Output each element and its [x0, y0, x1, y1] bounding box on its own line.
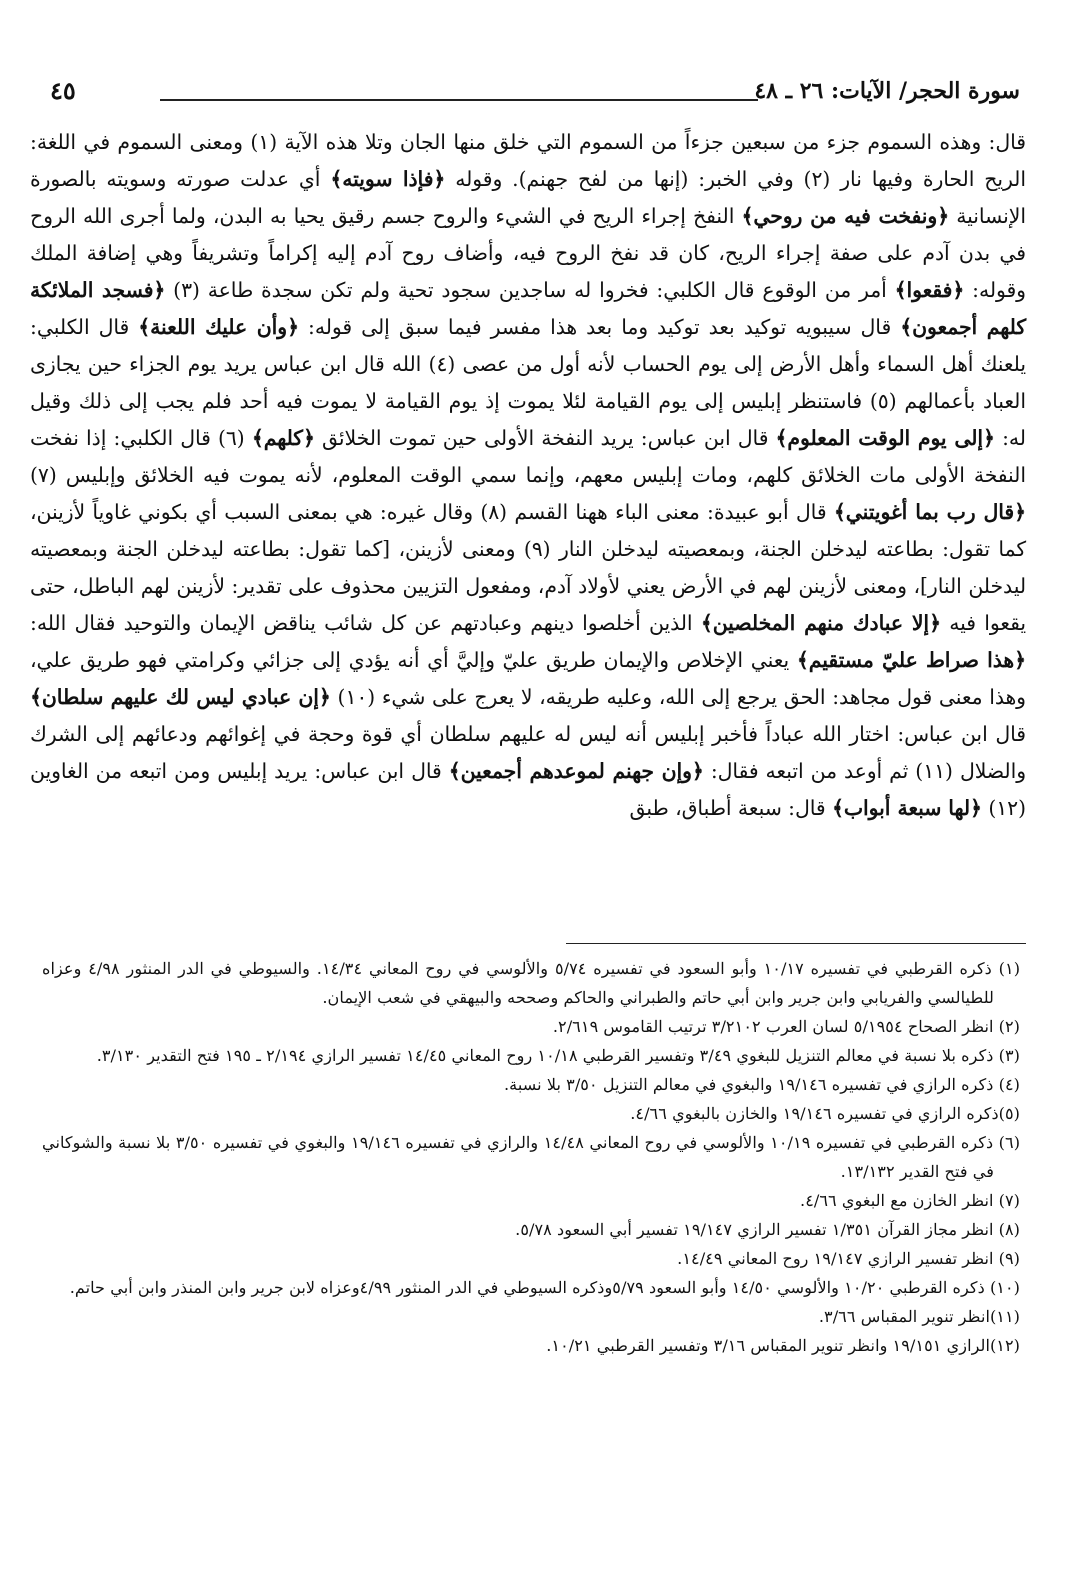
quran-quote: ﴿فإذا سويته﴾ — [330, 167, 446, 191]
surah-title: سورة الحجر/ الآيات: ٢٦ ـ ٤٨ — [754, 78, 1020, 104]
text-run: قال: سبعة أطباق، طبق — [629, 796, 826, 820]
tafsir-paragraph — [30, 124, 1026, 827]
page-number: ٤٥ — [50, 76, 76, 105]
footnote-10: (١٠) ذكره القرطبي ١٠/٢٠ والألوسي ١٤/٥٠ وأبو السعود ٥/٧٩وذكره السيوطي في الدر المنثور ٤/٩٩وعزاه لابن جرير وابن المنذر وابن أبي حاتم. — [69, 1278, 1020, 1297]
text-run: قال أبو عبيدة: معنى الباء ههنا القسم (٨) وقال غيره: هي بمعنى السبب أي بكوني غاوياً لأزينن، كما تقول: بطاعته ليدخلن الجنة، وبمعصيته ليدخلن النار (٩) ومعنى لأزينن، [كما تقول: بطاعته ليدخلن الجنة وبمعصيته ليدخلن النار]، ومعنى لأزينن لهم في الأرض يعني لأولاد آدم، ومفعول التزيين محذوف على تقدير: لأزينن لهم الباطل، حتى يقعوا فيه — [30, 500, 1026, 635]
quran-quote: ﴿وأن عليك اللعنة﴾ — [138, 315, 299, 339]
quran-quote: ﴿إلا عبادك منهم المخلصين﴾ — [700, 611, 941, 635]
text-run: (٦) قال الكلبي: إذا نفخت النفخة الأولى مات الخلائق كلهم، ومات إبليس معهم، وإنما سمي الوقت المعلوم، لأنه يموت فيه الخلائق وإبليس (٧) — [30, 426, 1026, 487]
text-run: يعني الإخلاص والإيمان طريق عليّ وإليَّ أي أنه يؤدي إلى جزائي وكرامتي فهو طريق علي، وهذا معنى قول مجاهد: الحق يرجع إلى الله، وعليه طريقه، لا يعرج على شيء (١٠) — [30, 648, 1026, 709]
text-run: قال ابن عباس: يريد إبليس ومن اتبعه من الغاوين (١٢) — [30, 759, 1026, 820]
quran-quote: ﴿إن عبادي ليس لك عليهم سلطان﴾ — [30, 685, 331, 709]
quran-quote: ﴿لها سبعة أبواب﴾ — [832, 796, 982, 820]
text-run: النفخ إجراء الريح في الشيء والروح جسم رقيق يحيا به البدن، ولما أجرى الله الروح في بدن آدم على صفة إجراء الريح، كان قد نفخ الروح فيه، وأضاف روح آدم إليه إكراماً وتشريفاً وهي إضافة الملك وقوله: — [30, 204, 1026, 302]
text-run: قال ابن عباس: يريد النفخة الأولى حين تموت الخلائق — [321, 426, 769, 450]
footnote-1: (١) ذكره القرطبي في تفسيره ١٠/١٧ وأبو السعود في تفسيره ٥/٧٤ والألوسي في روح المعاني ١٤/٣٤. والسيوطي في الدر المنثور ٤/٩٨ وعزاه للطيالسي والفريابي وابن جرير وابن أبي حاتم والطبراني والحاكم وصححه والبيهقي في شعب الإيمان. — [42, 959, 1021, 1007]
quran-quote: ﴿هذا صراط عليّ مستقيم﴾ — [796, 648, 1027, 672]
footnote-4: (٤) ذكره الرازي في تفسيره ١٩/١٤٦ والبغوي في معالم التنزيل ٣/٥٠ بلا نسبة. — [504, 1075, 1020, 1094]
footnote-9: (٩) انظر تفسير الرازي ١٩/١٤٧ روح المعاني ١٤/٤٩. — [677, 1249, 1020, 1268]
footnote-3: (٣) ذكره بلا نسبة في معالم التنزيل للبغوي ٣/٤٩ وتفسير القرطبي ١٠/١٨ روح المعاني ١٤/٤٥ تفسير الرازي ٢/١٩٤ ـ ١٩٥ فتح التقدير ٣/١٣٠. — [96, 1046, 1020, 1065]
quran-quote: ﴿كلهم﴾ — [251, 426, 315, 450]
footnote-12: (١٢)الرازي ١٩/١٥١ وانظر تنوير المقباس ٣/١٦ وتفسير القرطبي ١٠/٢١. — [546, 1336, 1020, 1355]
footnote-8: (٨) انظر مجاز القرآن ١/٣٥١ تفسير الرازي ١٩/١٤٧ تفسير أبي السعود ٥/٧٨. — [515, 1220, 1020, 1239]
text-run: قال: وهذه السموم جزء من سبعين جزءاً من السموم التي خلق منها الجان وتلا هذه الآية (١) ومعنى السموم في اللغة: الريح الحارة وفيها نار (٢) وفي الخبر: (إنها من لفح جهنم). وقوله — [30, 130, 1027, 191]
text-run: قال الكلبي: يلعنك أهل السماء وأهل الأرض إلى يوم الحساب لأنه أول من عصى (٤) الله قال ابن عباس يريد يوم الجزاء حين يجازى العباد بأعمالهم (٥) فاستنظر إبليس إلى يوم القيامة لئلا يموت إذ يوم القيامة لا يموت فيه أحد فلم يجب إلى ذلك وقيل له: — [30, 315, 1026, 450]
footnote-7: (٧) انظر الخازن مع البغوي ٤/٦٦. — [800, 1191, 1020, 1210]
quran-quote: ﴿فسجد الملائكة كلهم أجمعون﴾ — [30, 278, 1026, 339]
footnotes — [42, 954, 1020, 1360]
quran-quote: ﴿وإن جهنم لموعدهم أجمعين﴾ — [448, 759, 704, 783]
text-run: الذين أخلصوا دينهم وعبادتهم عن كل شائب يناقض الإيمان والتوحيد فقال الله: — [30, 611, 693, 635]
footnote-11: (١١)انظر تنوير المقباس ٣/٦٦. — [818, 1307, 1020, 1326]
quran-quote: ﴿قال رب بما أغويتني﴾ — [833, 500, 1027, 524]
text-run: قال ابن عباس: اختار الله عباداً فأخبر إبليس أنه ليس له عليهم سلطان أي قوة وحجة في إغوائهم ودعائهم إلى الشرك والضلال (١١) ثم أوعد من اتبعه فقال: — [30, 722, 1026, 783]
footnote-6: (٦) ذكره القرطبي في تفسيره ١٠/١٩ والألوسي في روح المعاني ١٤/٤٨ والرازي في تفسيره ١٩/١٤٦ والبغوي في تفسيره ٣/٥٠ بلا نسبة والشوكاني في فتح القدير ١٣/١٣٢. — [42, 1133, 1021, 1181]
footnote-5: (٥)ذكره الرازي في تفسيره ١٩/١٤٦ والخازن بالبغوي ٤/٦٦. — [630, 1104, 1020, 1123]
text-run: أي عدلت صورته وسويته بالصورة الإنسانية — [30, 167, 1026, 228]
quran-quote: ﴿ونفخت فيه من روحي﴾ — [741, 204, 950, 228]
text-run: أمر من الوقوع قال الكلبي: فخروا له ساجدين سجود تحية ولم تكن سجدة طاعة (٣) — [173, 278, 887, 302]
text-run: قال سيبويه توكيد بعد توكيد وما بعد هذا مفسر فيما سبق إلى قوله: — [308, 315, 892, 339]
main-text — [30, 124, 1026, 827]
page-header — [40, 70, 1028, 120]
quran-quote: ﴿إلى يوم الوقت المعلوم﴾ — [775, 426, 995, 450]
footnote-2: (٢) انظر الصحاح ٥/١٩٥٤ لسان العرب ٣/٢١٠٢ ترتيب القاموس ٢/٦١٩. — [552, 1017, 1020, 1036]
quran-quote: ﴿فقعوا﴾ — [894, 278, 965, 302]
header-rule — [160, 99, 758, 101]
footnote-separator — [566, 943, 1026, 944]
